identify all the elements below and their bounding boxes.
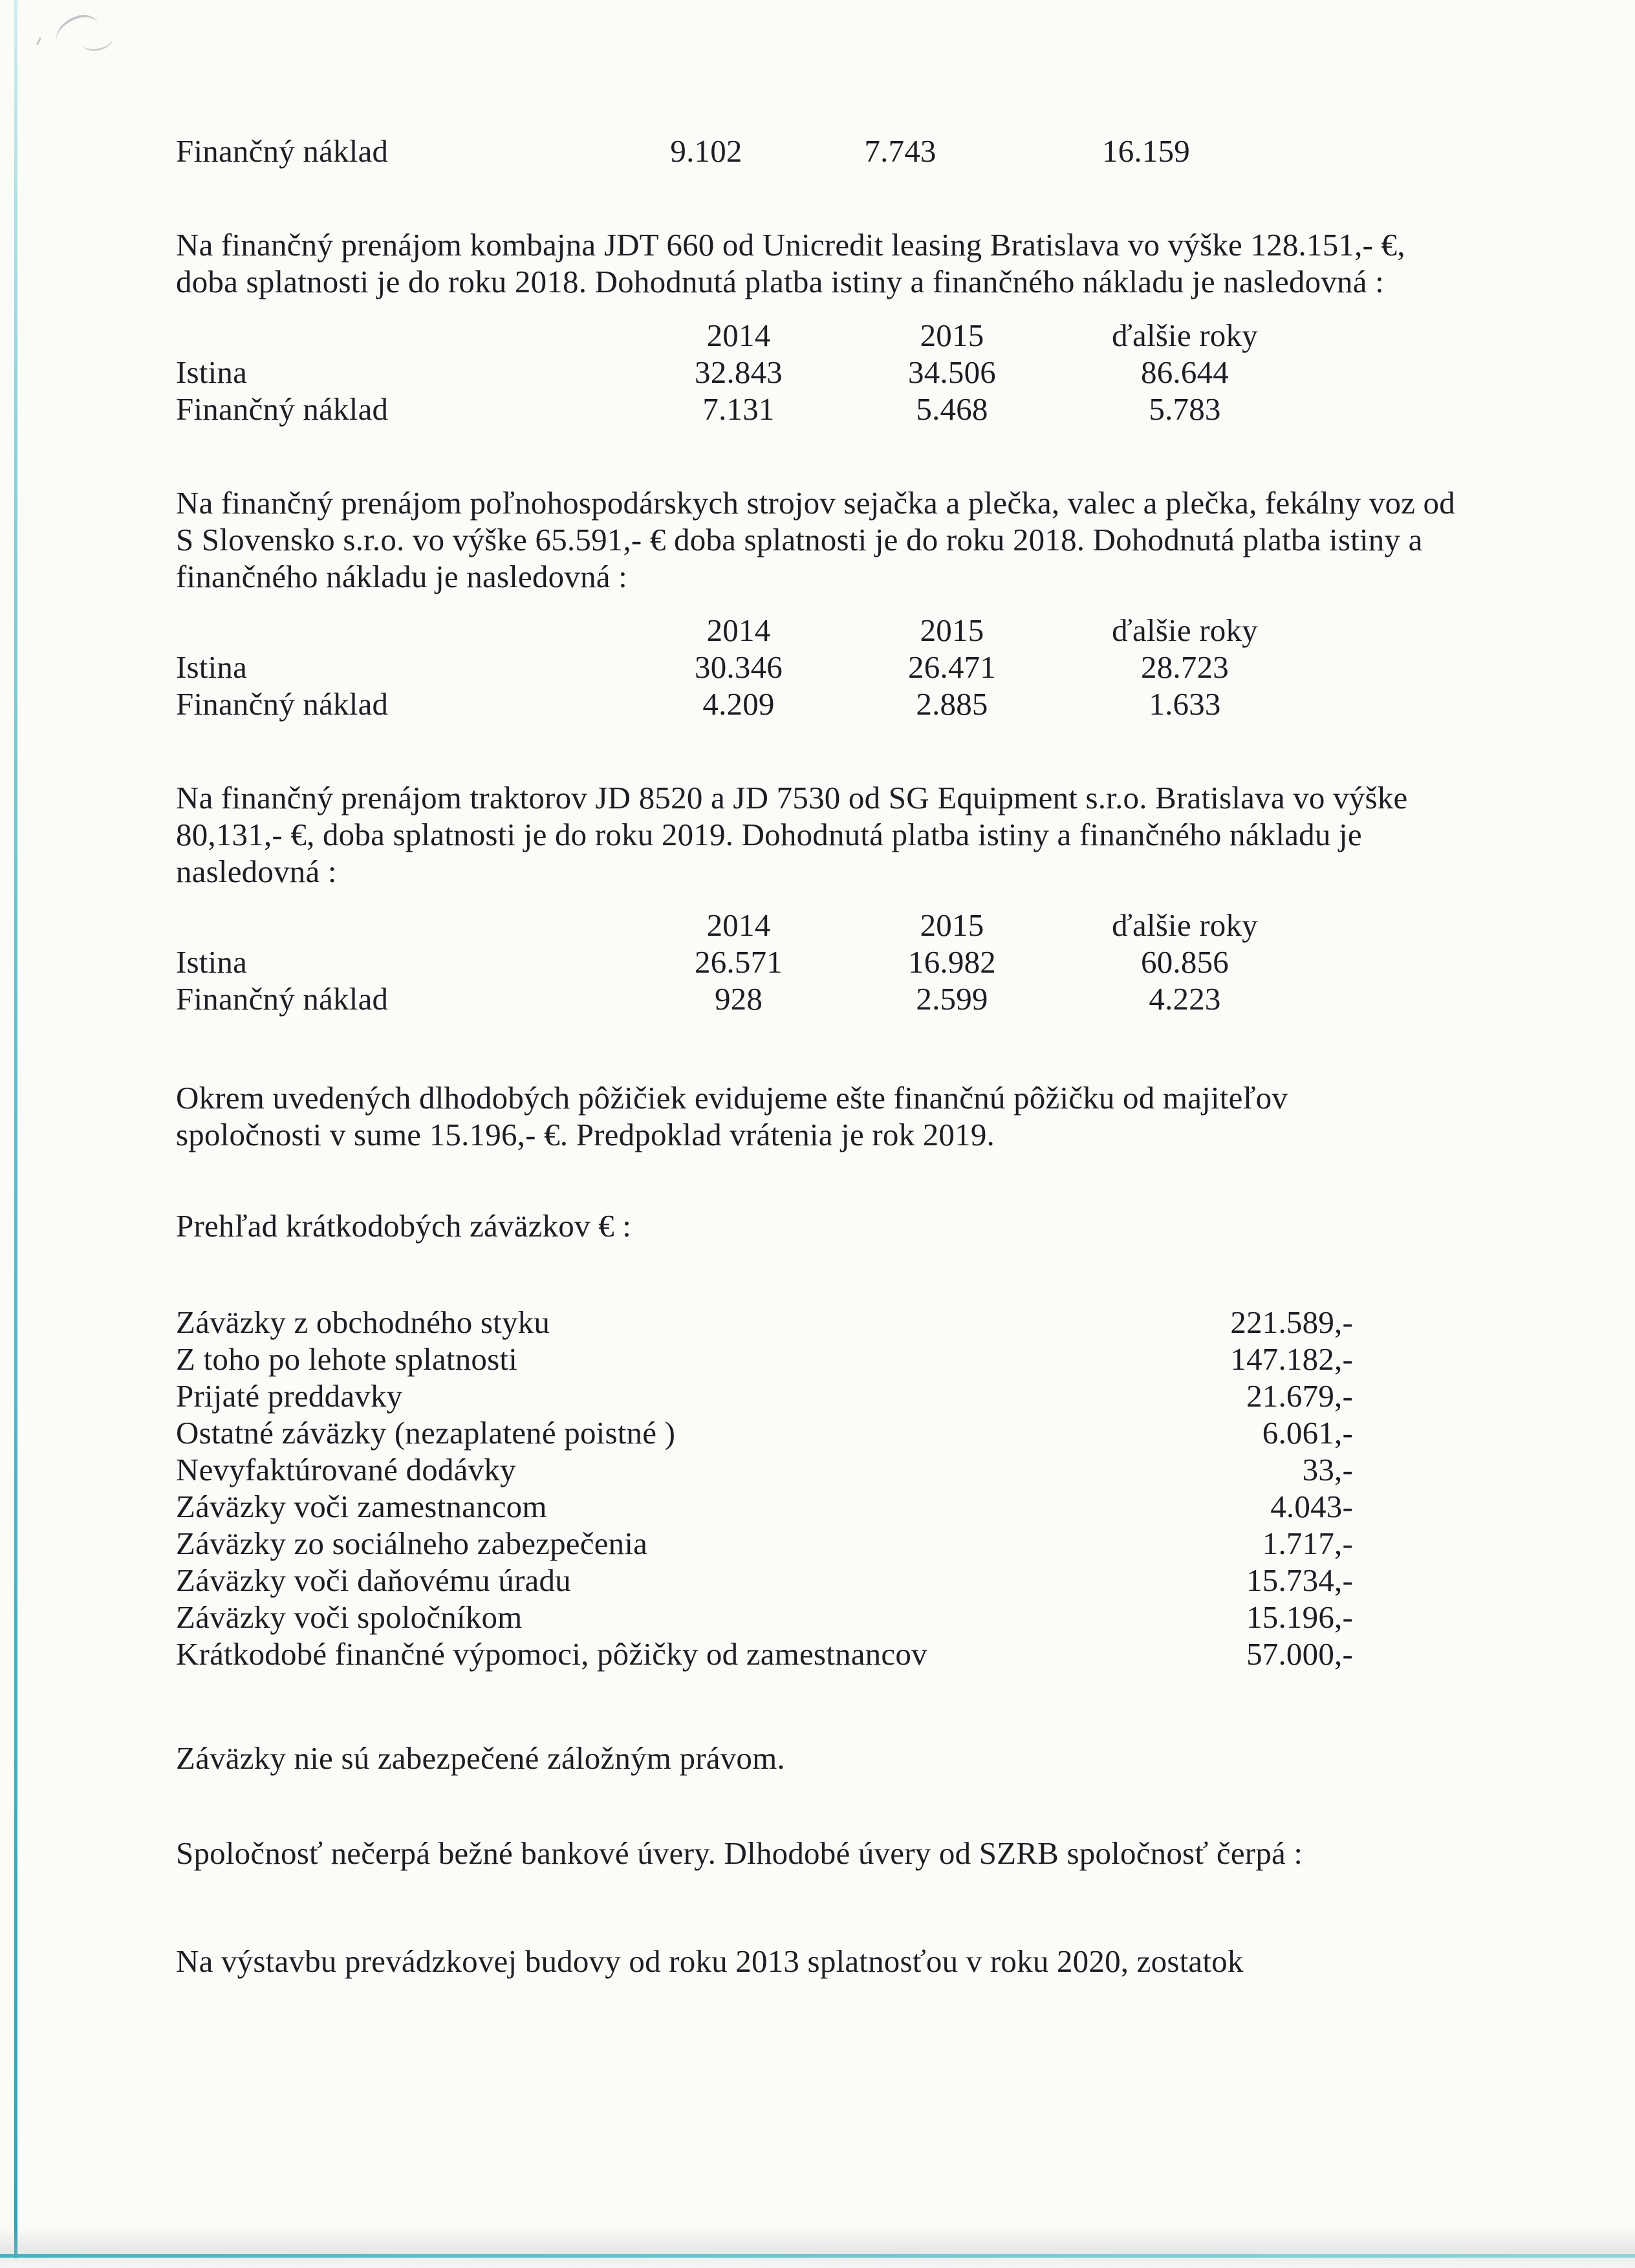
liability-amount: 21.679,-: [1246, 1378, 1353, 1414]
liability-label: Nevyfaktúrované dodávky: [176, 1452, 516, 1487]
table-cell: 30.346: [695, 649, 783, 685]
table-cell: 5.468: [916, 391, 988, 427]
table-row-label: Finančný náklad: [176, 391, 389, 427]
intro-row-value-1: 9.102: [670, 133, 742, 169]
table-cell: 5.783: [1149, 391, 1221, 427]
table-cell: 2.885: [916, 686, 988, 722]
liabilities-heading: Prehľad krátkodobých záväzkov € :: [176, 1208, 632, 1244]
kombajn-payment-table: [176, 317, 1469, 427]
liability-label: Záväzky zo sociálneho zabezpečenia: [176, 1526, 648, 1561]
table-row-label: Finančný náklad: [176, 981, 389, 1017]
liability-amount: 15.196,-: [1246, 1599, 1353, 1635]
owners-loan-paragraph: Okrem uvedených dlhodobých pôžičiek evidujeme ešte finančnú pôžičku od majiteľov spoločnosti v sume 15.196,- €. Predpoklad vrátenia je rok 2019.: [176, 1080, 1288, 1152]
liability-label: Záväzky voči spoločníkom: [176, 1599, 523, 1635]
table-row-label: Finančný náklad: [176, 686, 389, 722]
liability-amount: 15.734,-: [1246, 1562, 1353, 1598]
lease-kombajn-paragraph: Na finančný prenájom kombajna JDT 660 od Unicredit leasing Bratislava vo výške 128.151,- €, doba splatnosti je do roku 2018. Dohodnutá platba istiny a finančného nákladu je nasledovná :: [176, 227, 1405, 299]
scanner-bottom-shadow: [0, 2228, 1635, 2268]
lease-tractors-paragraph: Na finančný prenájom traktorov JD 8520 a JD 7530 od SG Equipment s.r.o. Bratislava vo výške 80,131,- €, doba splatnosti je do roku 2019. Dohodnutá platba istiny a finančného nákladu je nasledovná :: [176, 780, 1408, 889]
liability-amount: 221.589,-: [1230, 1304, 1353, 1340]
intro-row-label: Finančný náklad: [176, 133, 389, 169]
table-row-label: Istina: [176, 944, 248, 980]
table-cell: 32.843: [695, 354, 783, 390]
list-item: [176, 1562, 1353, 1599]
scanner-left-edge-line: [14, 0, 17, 2258]
table-cell: 928: [714, 981, 763, 1017]
table-col-header-later-years: ďalšie roky: [1112, 907, 1258, 943]
table-cell: 2.599: [916, 981, 988, 1017]
list-item: [176, 1636, 1353, 1672]
table-col-header-2015: 2015: [920, 612, 984, 648]
list-item: [176, 1377, 1353, 1414]
pledge-note: Záväzky nie sú zabezpečené záložným právom.: [176, 1740, 785, 1776]
list-item: [176, 1414, 1353, 1451]
building-loan-line: Na výstavbu prevádzkovej budovy od roku 2013 splatnosťou v roku 2020, zostatok: [176, 1943, 1244, 1979]
liability-label: Záväzky voči zamestnancom: [176, 1489, 547, 1524]
list-item: [176, 1341, 1353, 1377]
table-cell: 7.131: [702, 391, 775, 427]
scanner-bottom-edge-line: [0, 2254, 1635, 2258]
liability-label: Prijaté preddavky: [176, 1378, 403, 1414]
table-row-label: Istina: [176, 649, 248, 685]
table-cell: 4.223: [1149, 981, 1221, 1017]
intro-row-value-3: 16.159: [1102, 133, 1190, 169]
table-cell: 1.633: [1149, 686, 1221, 722]
table-cell: 34.506: [908, 354, 996, 390]
list-item: [176, 1451, 1353, 1488]
liability-amount: 147.182,-: [1230, 1341, 1353, 1377]
table-row-label: Istina: [176, 354, 248, 390]
table-col-header-2015: 2015: [920, 318, 984, 353]
table-cell: 28.723: [1141, 649, 1229, 685]
liability-amount: 33,-: [1302, 1452, 1353, 1487]
table-cell: 16.982: [908, 944, 996, 980]
table-col-header-later-years: ďalšie roky: [1112, 612, 1258, 648]
table-col-header-2014: 2014: [706, 612, 771, 648]
intro-financial-cost-row: [176, 133, 1469, 169]
pencil-mark-icon: [82, 35, 115, 53]
liability-label: Z toho po lehote splatnosti: [176, 1341, 518, 1377]
table-col-header-2014: 2014: [706, 907, 771, 943]
table-cell: 4.209: [702, 686, 775, 722]
machines-payment-table: [176, 612, 1469, 722]
pencil-mark-icon: [36, 38, 48, 49]
liability-label: Záväzky z obchodného styku: [176, 1304, 550, 1340]
liability-label: Krátkodobé finančné výpomoci, pôžičky od zamestnancov: [176, 1636, 927, 1672]
table-col-header-2014: 2014: [706, 318, 771, 353]
bank-loans-paragraph: Spoločnosť nečerpá bežné bankové úvery. Dlhodobé úvery od SZRB spoločnosť čerpá :: [176, 1835, 1303, 1871]
liability-amount: 1.717,-: [1262, 1526, 1353, 1561]
lease-machines-paragraph: Na finančný prenájom poľnohospodárskych strojov sejačka a plečka, valec a plečka, fekálny voz od S Slovensko s.r.o. vo výške 65.591,- € doba splatnosti je do roku 2018. Dohodnutá platba istiny a finančného nákladu je nasledovná :: [176, 485, 1455, 594]
list-item: [176, 1599, 1353, 1636]
table-spacer: [176, 612, 622, 649]
liability-amount: 4.043-: [1270, 1489, 1353, 1524]
table-spacer: [176, 907, 622, 944]
document-content: [176, 133, 1469, 1980]
liability-label: Ostatné záväzky (nezaplatené poistné ): [176, 1415, 676, 1451]
intro-row-value-2: 7.743: [864, 133, 937, 169]
liabilities-list: [176, 1304, 1353, 1672]
table-cell: 86.644: [1141, 354, 1229, 390]
table-cell: 26.571: [695, 944, 783, 980]
table-col-header-2015: 2015: [920, 907, 984, 943]
liability-label: Záväzky voči daňovému úradu: [176, 1562, 571, 1598]
list-item: [176, 1488, 1353, 1525]
table-cell: 60.856: [1141, 944, 1229, 980]
liability-amount: 6.061,-: [1262, 1415, 1353, 1451]
table-col-header-later-years: ďalšie roky: [1112, 318, 1258, 353]
table-spacer: [176, 317, 622, 354]
tractors-payment-table: [176, 907, 1469, 1017]
table-cell: 26.471: [908, 649, 996, 685]
liability-amount: 57.000,-: [1246, 1636, 1353, 1672]
list-item: [176, 1525, 1353, 1562]
list-item: [176, 1304, 1353, 1341]
